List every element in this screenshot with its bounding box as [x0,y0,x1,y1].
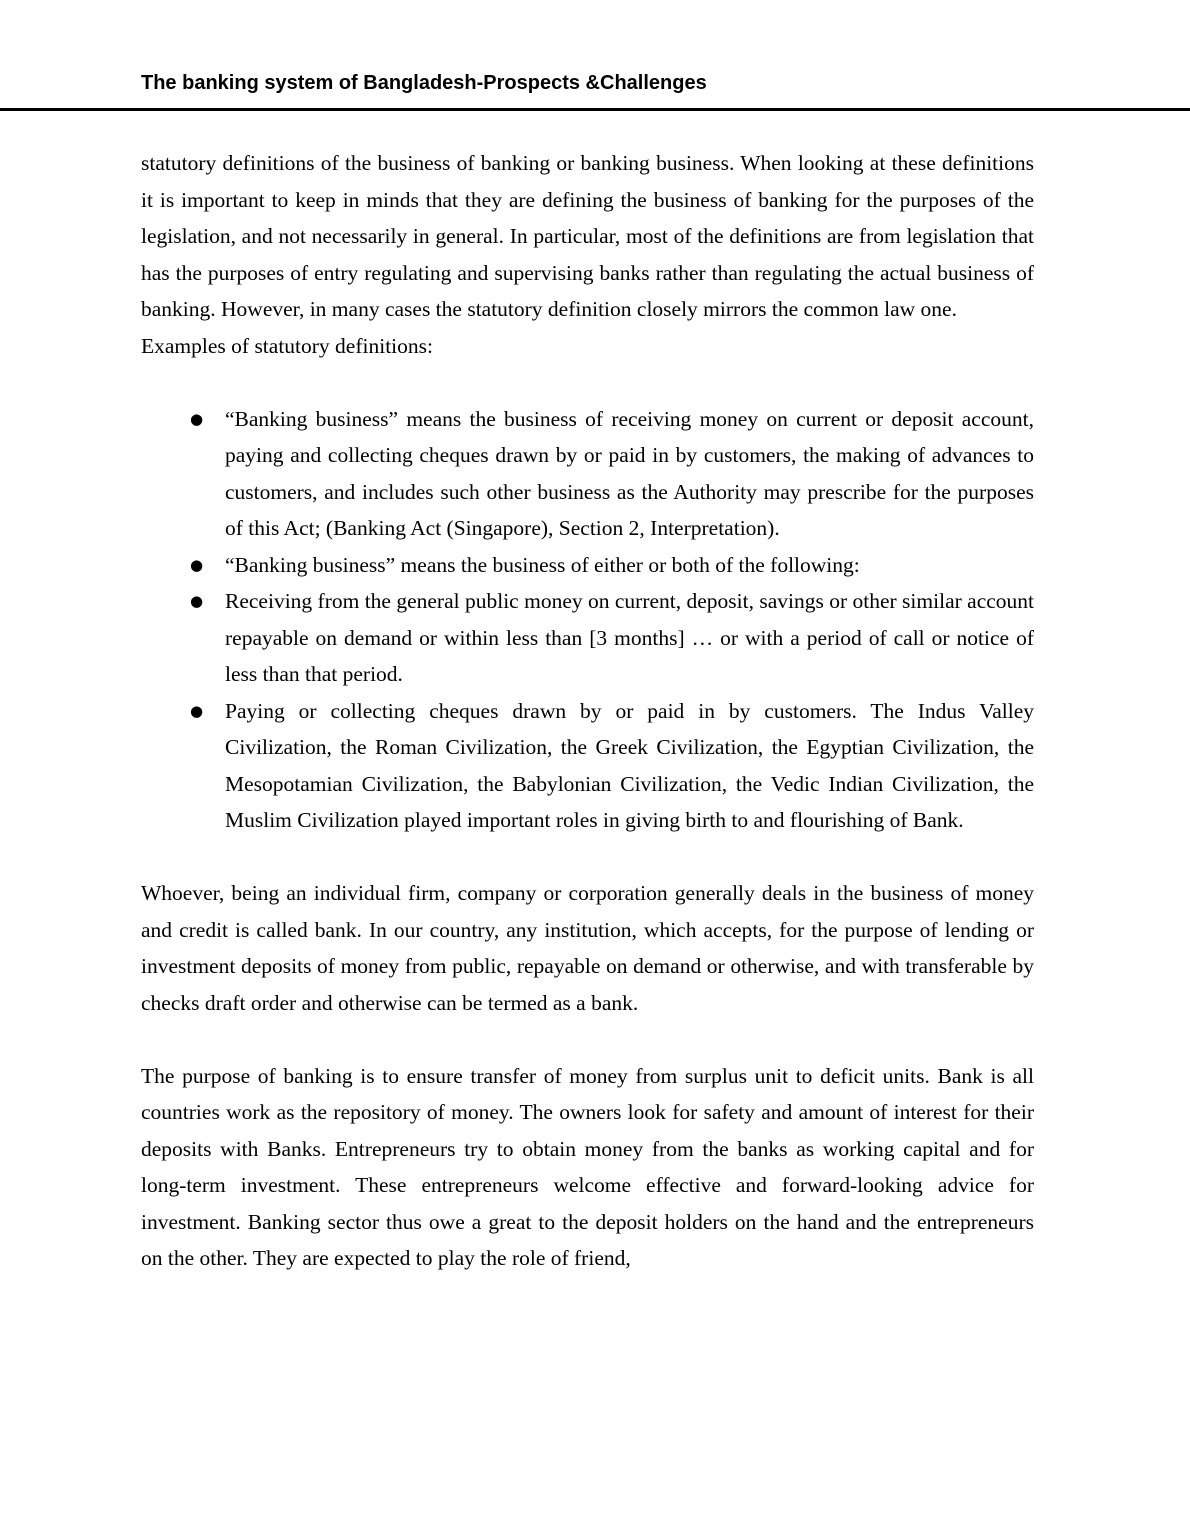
examples-heading: Examples of statutory definitions: [141,333,433,358]
bullet-text: Paying or collecting cheques drawn by or paid in by customers. The Indus Valley Civilization, the Roman Civilization, the Greek Civilization, the Egyptian Civilization, the Mesopotamian Civilization, the Babylonian Civilization, the Vedic Indian Civilization, the Muslim Civilization played important roles in giving birth to and flourishing of Bank. [225,698,1034,832]
blank-line [141,1021,1034,1058]
bullet-icon: ● [190,409,204,428]
bullet-item [141,401,1034,547]
definitions-bullet-list [141,401,1034,839]
bullet-item [141,547,1034,584]
bullet-item [141,583,1034,693]
bullet-text: “Banking business” means the business of either or both of the following: [225,552,860,577]
paragraph-statutory-definitions: statutory definitions of the business of banking or banking business. When looking at these definitions it is important to keep in minds that they are defining the business of banking for the purposes of the legislation, and not necessarily in general. In particular, most of the definitions are from legislation that has the purposes of entry regulating and supervising banks rather than regulating the actual business of banking. However, in many cases the statutory definition closely mirrors the common law one. [141,151,1034,321]
header-divider [0,108,1190,111]
bullet-item [141,693,1034,839]
bullet-text: “Banking business” means the business of receiving money on current or deposit account, paying and collecting cheques drawn by or paid in by customers, the making of advances to customers, and includes such other business as the Authority may prescribe for the purposes of this Act; (Banking Act (Singapore), Section 2, Interpretation). [225,406,1034,540]
bullet-text: Receiving from the general public money on current, deposit, savings or other similar account repayable on demand or within less than [3 months] … or with a period of call or notice of less than that period. [225,589,1035,686]
document-body [141,145,1034,1277]
blank-line [141,364,1034,401]
blank-line [141,839,1034,876]
paragraph-bank-definition: Whoever, being an individual firm, company or corporation generally deals in the business of money and credit is called bank. In our country, any institution, which accepts, for the purpose of lending or investment deposits of money from public, repayable on demand or otherwise, and with transferable by checks draft order and otherwise can be termed as a bank. [141,881,1034,1015]
bullet-icon: ● [190,701,204,720]
page-header-title: The banking system of Bangladesh-Prospects &Challenges [141,72,707,94]
paragraph-purpose-of-banking: The purpose of banking is to ensure transfer of money from surplus unit to deficit units. Bank is all countries work as the repository of money. The owners look for safety and amount of interest for their deposits with Banks. Entrepreneurs try to obtain money from the banks as working capital and for long-term investment. These entrepreneurs welcome effective and forward-looking advice for investment. Banking sector thus owe a great to the deposit holders on the hand and the entrepreneurs on the other. They are expected to play the role of friend, [141,1063,1034,1270]
bullet-icon: ● [190,555,204,574]
bullet-icon: ● [190,592,204,610]
